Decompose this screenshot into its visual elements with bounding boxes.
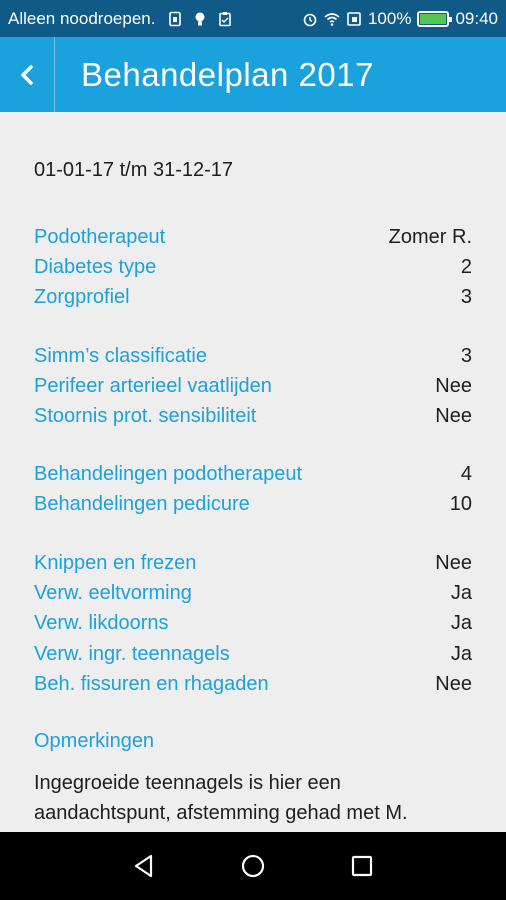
detail-label[interactable]: Verw. ingr. teennagels: [34, 642, 230, 665]
home-circle-icon: [240, 853, 266, 879]
treatment-plan-content[interactable]: [0, 112, 506, 832]
detail-row-perifeer: [34, 372, 472, 400]
bulb-icon: [192, 11, 208, 27]
detail-row-teennagels: [34, 640, 472, 668]
wifi-icon: [324, 11, 340, 27]
app-bar: [0, 37, 506, 112]
back-triangle-icon: [131, 853, 157, 879]
remarks-text: Ingegroeide teennagels is hier een aandachtspunt, afstemming gehad met M.: [34, 772, 408, 824]
battery-fill: [420, 14, 446, 24]
detail-label[interactable]: Verw. eeltvorming: [34, 581, 192, 604]
detail-label[interactable]: Perifeer arterieel vaatlijden: [34, 374, 272, 397]
detail-label[interactable]: Stoornis prot. sensibiliteit: [34, 404, 257, 427]
nav-home-button[interactable]: [233, 846, 273, 886]
page-title: Behandelplan 2017: [81, 55, 374, 93]
detail-value: 3: [460, 344, 472, 367]
detail-value: Zomer R.: [388, 225, 472, 248]
detail-row-diabetes-type: [34, 253, 472, 281]
back-chevron-icon: [17, 63, 37, 87]
vibrate-icon: [346, 11, 362, 27]
plan-period: 01-01-17 t/m 31-12-17: [34, 159, 234, 181]
sim-icon: [167, 11, 183, 27]
detail-value: Nee: [435, 672, 472, 695]
detail-row-podotherapeut: [34, 223, 472, 251]
detail-label[interactable]: Knippen en frezen: [34, 551, 197, 574]
detail-row-fissuren: [34, 670, 472, 698]
detail-row-eeltvorming: [34, 579, 472, 607]
detail-label[interactable]: Verw. likdoorns: [34, 611, 169, 634]
detail-row-knippen: [34, 549, 472, 577]
clipboard-icon: [217, 11, 233, 27]
detail-row-stoornis: [34, 402, 472, 430]
detail-row-behandelingen-podotherapeut: [34, 460, 472, 488]
status-right: [302, 9, 498, 29]
detail-value: Nee: [435, 404, 472, 427]
status-bar: [0, 0, 506, 37]
battery-icon: [417, 11, 449, 27]
status-icons: [167, 11, 302, 27]
detail-value: Nee: [435, 374, 472, 397]
detail-value: Nee: [435, 551, 472, 574]
alarm-icon: [302, 11, 318, 27]
detail-row-behandelingen-pedicure: [34, 490, 472, 518]
detail-label[interactable]: Zorgprofiel: [34, 285, 130, 308]
detail-row-zorgprofiel: [34, 283, 472, 311]
detail-value: 10: [449, 492, 472, 515]
detail-value: 2: [460, 255, 472, 278]
detail-value: 4: [460, 462, 472, 485]
navigation-bar: [0, 832, 506, 900]
back-button[interactable]: [0, 37, 55, 112]
detail-value: 3: [460, 285, 472, 308]
detail-value: Ja: [450, 642, 472, 665]
nav-recents-button[interactable]: [342, 846, 382, 886]
detail-label[interactable]: Behandelingen podotherapeut: [34, 462, 303, 485]
detail-label[interactable]: Behandelingen pedicure: [34, 492, 250, 515]
detail-label[interactable]: Beh. fissuren en rhagaden: [34, 672, 269, 695]
carrier-text: Alleen noodroepen.: [8, 8, 156, 28]
detail-value: Ja: [450, 611, 472, 634]
remarks-label: Opmerkingen: [34, 730, 155, 752]
detail-row-likdoorns: [34, 609, 472, 637]
clock: 09:40: [455, 8, 498, 28]
detail-label[interactable]: Podotherapeut: [34, 225, 166, 248]
nav-back-button[interactable]: [124, 846, 164, 886]
battery-percent: 100%: [367, 8, 412, 28]
recents-square-icon: [349, 853, 375, 879]
detail-value: Ja: [450, 581, 472, 604]
detail-row-simms: [34, 342, 472, 370]
detail-label[interactable]: Diabetes type: [34, 255, 157, 278]
detail-label[interactable]: Simm’s classificatie: [34, 344, 207, 367]
